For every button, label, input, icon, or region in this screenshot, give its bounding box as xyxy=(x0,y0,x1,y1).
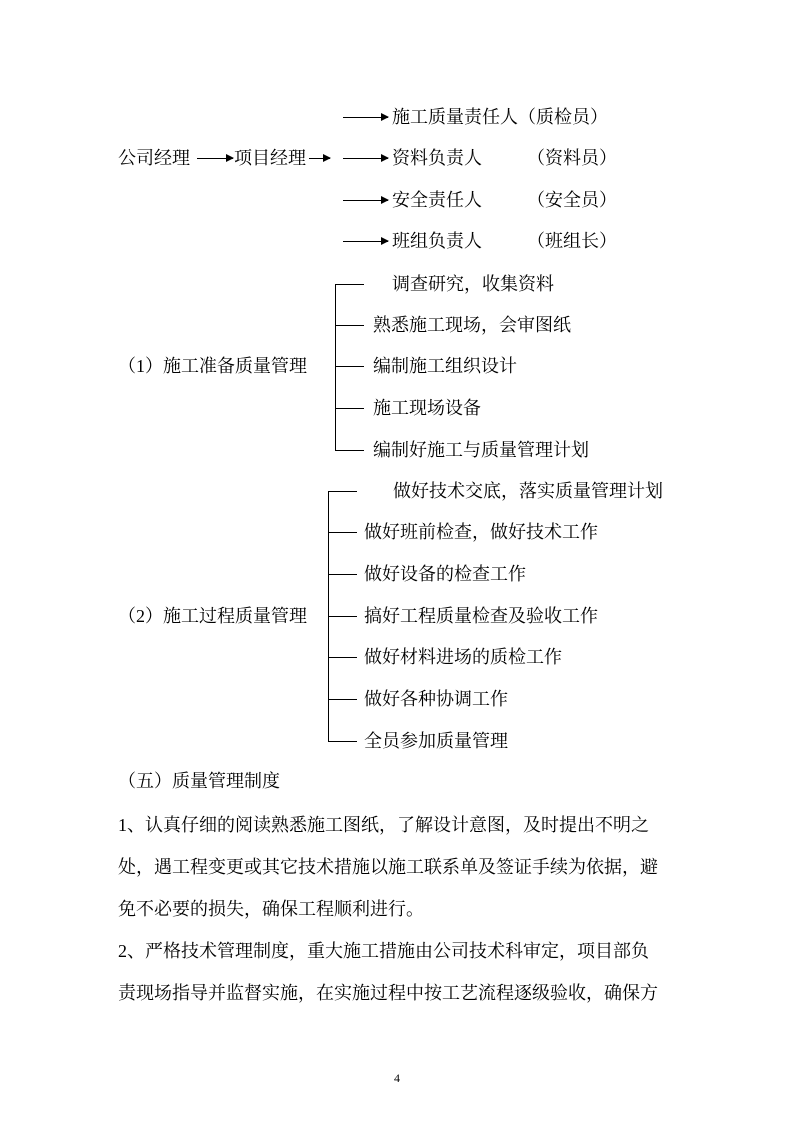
tree-item: 全员参加质量管理 xyxy=(364,731,508,751)
section-heading: （五）质量管理制度 xyxy=(118,771,280,791)
role-name: （资料员） xyxy=(527,148,617,168)
arrow-icon xyxy=(343,241,388,242)
tree-item: 做好班前检查，做好技术工作 xyxy=(364,522,598,542)
branch-line xyxy=(335,450,364,451)
paragraph-line: 免不必要的损失，确保工程顺利进行。 xyxy=(118,899,424,919)
role-title: 安全责任人 xyxy=(392,190,482,210)
tree-item: 做好技术交底，落实质量管理计划 xyxy=(393,481,663,501)
tree-item: 施工现场设备 xyxy=(373,398,481,418)
arrow-icon xyxy=(343,158,388,159)
role-title: 班组负责人 xyxy=(392,231,482,251)
bracket-line xyxy=(335,284,336,450)
branch-line xyxy=(328,741,357,742)
tree-item: 搞好工程质量检查及验收工作 xyxy=(364,606,598,626)
paragraph-line: 责现场指导并监督实施，在实施过程中按工艺流程逐级验收，确保方 xyxy=(118,983,658,1003)
branch-line xyxy=(328,491,357,492)
branch-line xyxy=(335,325,364,326)
role-name: （安全员） xyxy=(527,190,617,210)
branch-line xyxy=(335,284,364,285)
tree-item: 熟悉施工现场，会审图纸 xyxy=(373,315,571,335)
role-title: 施工质量责任人 xyxy=(392,107,518,127)
tree-item: 做好材料进场的质检工作 xyxy=(364,647,562,667)
paragraph-line: 2、严格技术管理制度，重大施工措施由公司技术科审定，项目部负 xyxy=(118,941,649,961)
branch-line xyxy=(335,408,364,409)
tree-label: （2）施工过程质量管理 xyxy=(118,606,307,626)
role-title: 资料负责人 xyxy=(392,148,482,168)
tree-item: 做好设备的检查工作 xyxy=(364,564,526,584)
project-manager: 项目经理 xyxy=(234,148,306,168)
branch-line xyxy=(328,657,357,658)
arrow-icon xyxy=(343,117,388,118)
paragraph-line: 处，遇工程变更或其它技术措施以施工联系单及签证手续为依据，避 xyxy=(118,857,658,877)
branch-line xyxy=(328,532,357,533)
arrow-icon xyxy=(309,158,330,159)
tree-label: （1）施工准备质量管理 xyxy=(118,356,307,376)
tree-item: 做好各种协调工作 xyxy=(364,689,508,709)
arrow-icon xyxy=(343,200,388,201)
paragraph-line: 1、认真仔细的阅读熟悉施工图纸，了解设计意图，及时提出不明之 xyxy=(118,815,649,835)
tree-item: 调查研究，收集资料 xyxy=(392,274,554,294)
branch-line xyxy=(335,366,364,367)
branch-line xyxy=(328,699,357,700)
arrow-icon xyxy=(197,158,233,159)
tree-item: 编制施工组织设计 xyxy=(373,356,517,376)
role-name: （班组长） xyxy=(527,231,617,251)
branch-line xyxy=(328,574,357,575)
branch-line xyxy=(328,616,357,617)
role-name: （质检员） xyxy=(518,107,608,127)
page-number: 4 xyxy=(394,1071,400,1085)
company-manager: 公司经理 xyxy=(118,148,190,168)
tree-item: 编制好施工与质量管理计划 xyxy=(373,440,589,460)
